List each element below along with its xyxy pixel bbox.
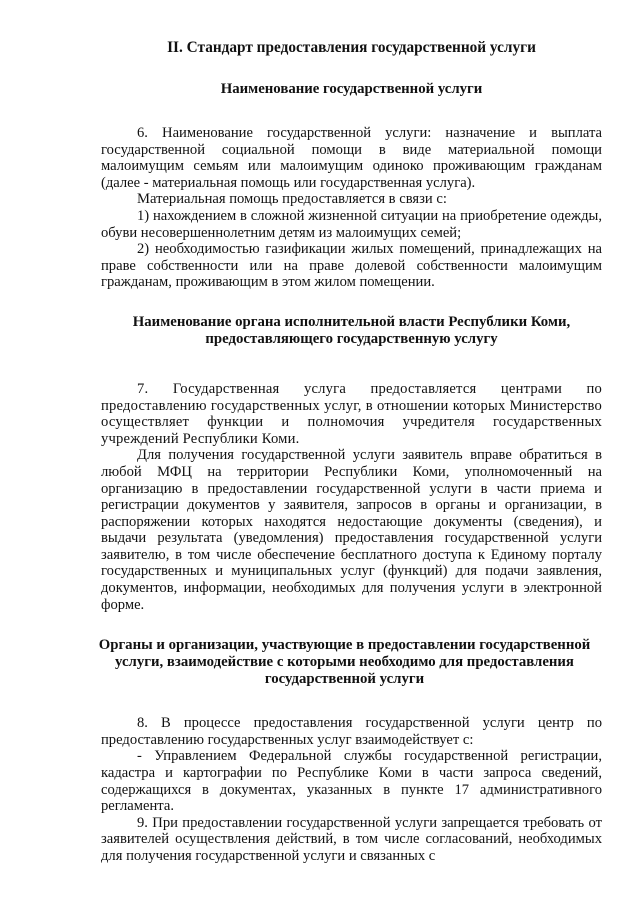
paragraph-6-item-1: 1) нахождением в сложной жизненной ситуации на приобретение одежды, обуви несовершеннолетним детям из малоимущих семей; — [101, 207, 602, 241]
heading-participating-organizations — [83, 637, 606, 688]
paragraph-6-intro: Материальная помощь предоставляется в связи с: — [137, 191, 447, 208]
paragraph-6-item-2: 2) необходимостью газификации жилых помещений, принадлежащих на праве собственности или на праве долевой собственности малоимущим гражданам, проживающим в этом жилом помещении. — [101, 241, 602, 291]
heading-organizations-line-3: государственной услуги — [264, 671, 425, 688]
paragraph-8-item: - Управлением Федеральной службы государственной регистрации, кадастра и картографии по Республике Коми в части запроса сведений, содержащихся в документах, указанных в пункте 17 административного регламента. — [101, 748, 602, 815]
paragraph-6: 6. Наименование государственной услуги: назначение и выплата государственной социальной помощи в виде материальной помощи малоимущим семьям или малоимущим одиноко проживающим гражданам (далее - материальная помощь или государственная услуга). — [101, 125, 602, 191]
section-title: II. Стандарт предоставления государственной услуги — [167, 39, 536, 56]
heading-authority — [101, 314, 602, 348]
heading-organizations-line-2: услуги, взаимодействие с которыми необходимо для предоставления — [115, 654, 574, 671]
paragraph-7: 7. Государственная услуга предоставляется центрами по предоставлению государственных услуг, в отношении которых Министерство осуществляет функции и полномочия учредителя государственных учреждений Республики Коми. — [101, 380, 602, 447]
paragraph-7-mfc: Для получения государственной услуги заявитель вправе обратиться в любой МФЦ на территории Республики Коми, уполномоченный на организацию в предоставлении государственной услуги в части приема и регистрации документов у заявителя, запросов в органы и организации, в распоряжении которых находятся недостающие документы (сведения), и выдачи результата (уведомления) предоставления государственной услуги заявителю, в том числе обеспечение бесплатного доступа к Единому порталу государственных и муниципальных услуг (функций) для подачи заявления, документов, информации, необходимых для получения услуги в электронной форме. — [101, 447, 602, 613]
heading-authority-line-2: предоставляющего государственную услугу — [205, 330, 498, 347]
heading-service-name: Наименование государственной услуги — [220, 81, 483, 97]
paragraph-8: 8. В процессе предоставления государственной услуги центр по предоставлению государственных услуг взаимодействует с: — [101, 715, 602, 748]
heading-organizations-line-1: Органы и организации, участвующие в предоставлении государственной — [98, 637, 591, 654]
heading-authority-line-1: Наименование органа исполнительной власти Республики Коми, — [132, 313, 571, 330]
paragraph-9: 9. При предоставлении государственной услуги запрещается требовать от заявителей осуществления действий, в том числе согласований, необходимых для получения государственной услуги и связанных с — [101, 814, 602, 864]
